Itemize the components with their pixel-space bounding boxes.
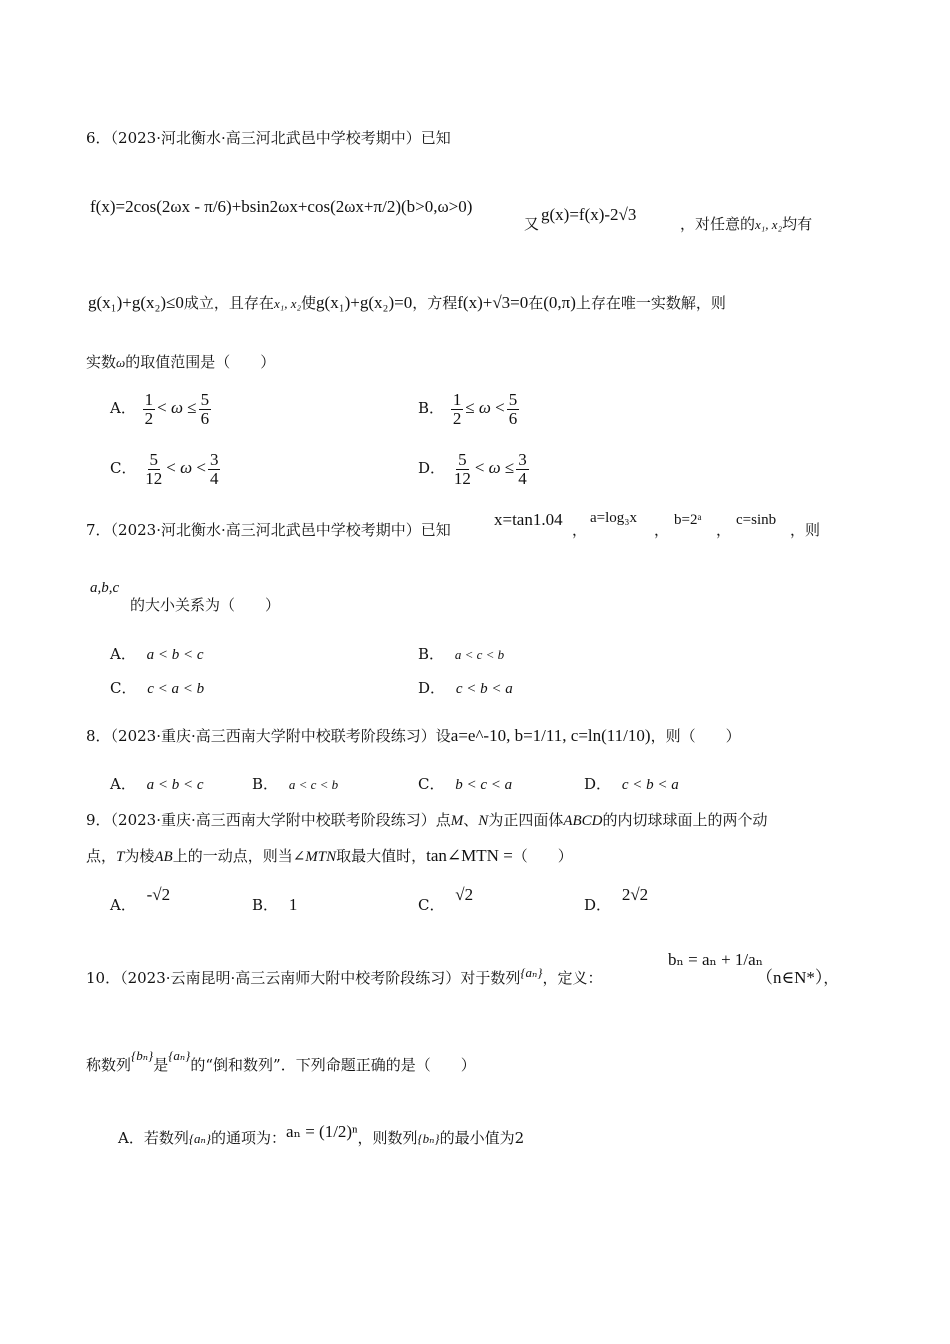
q10-domain xyxy=(756,968,838,988)
q9-option-b[interactable] xyxy=(252,895,297,915)
question-text: 称数列 xyxy=(86,1056,132,1074)
q6-eqn-expr: f(x)+√3=0 xyxy=(457,293,529,312)
q10-def: bₙ = aₙ + 1/aₙ xyxy=(668,950,764,969)
question-number: 7． xyxy=(86,521,111,539)
question-number: 8． xyxy=(86,727,111,745)
q10-seq: {aₙ} xyxy=(188,1131,212,1146)
q7-then: ，则 xyxy=(790,521,821,539)
q8-option-d[interactable] xyxy=(584,774,679,795)
option-value: a < c < b xyxy=(288,777,339,792)
question-text: 上的一动点，则当 xyxy=(172,847,293,865)
question-number: 9． xyxy=(86,811,111,829)
q9-line2 xyxy=(86,846,573,867)
q6-text: 又 xyxy=(524,215,540,233)
option-label: B． xyxy=(252,775,279,793)
option-text: 的通项为： xyxy=(211,1129,287,1147)
question-text: 、 xyxy=(463,811,479,829)
q9-option-d[interactable] xyxy=(584,885,649,915)
q9-var: AB xyxy=(154,849,173,865)
q6-interval: (0,π) xyxy=(543,293,576,312)
q10-seq: {bₙ} xyxy=(417,1131,440,1146)
question-text: 为正四面体 xyxy=(488,811,564,829)
q6-formula-g: g(x)=f(x)-2√3 xyxy=(541,205,637,224)
option-label: A． xyxy=(110,896,136,914)
q9-line1 xyxy=(86,810,768,831)
q9-angle: ∠MTN xyxy=(292,849,337,865)
q6-option-d[interactable]: D． $\frac{5}{12}$ < ω ≤ $\frac{3}{4}$ xyxy=(418,449,527,488)
question-text: 点， xyxy=(86,847,117,865)
question-text: 是 xyxy=(153,1056,169,1074)
q6-text-part: 使 xyxy=(301,294,317,312)
question-text: 取最大值时， xyxy=(336,847,427,865)
q7-comma: ， xyxy=(654,521,670,539)
q7-header xyxy=(86,520,451,540)
option-label: C． xyxy=(110,679,137,697)
question-source: （2023·河北衡水·高三河北武邑中学校考期中） xyxy=(110,521,421,539)
q6-text-part: ，方程 xyxy=(412,294,458,312)
question-source: （2023·云南昆明·高三云南师大附中校考阶段练习） xyxy=(120,969,461,987)
q7-relation: 的大小关系为（ ） xyxy=(130,596,281,614)
question-text: ，定义： xyxy=(542,969,603,987)
question-number: 6． xyxy=(86,129,111,147)
question-text: 为棱 xyxy=(124,847,155,865)
option-value: c < a < b xyxy=(147,681,205,697)
q6-text-part: 的取值范围是（ ） xyxy=(125,353,276,371)
q10-line1 xyxy=(86,965,603,989)
q7-c-def: c=sinb xyxy=(736,512,777,528)
option-value: b < c < a xyxy=(455,777,513,793)
option-value: a < c < b xyxy=(454,647,505,662)
q10-formula: aₙ = (1/2)ⁿ xyxy=(286,1122,358,1141)
q7-a-def: a=log₃x xyxy=(590,510,638,526)
q8-option-b[interactable] xyxy=(252,774,338,795)
q6-text-part: ，对任意的 xyxy=(680,215,756,233)
question-text: 设 xyxy=(435,727,451,745)
option-label: B． xyxy=(252,896,279,914)
option-label: A． xyxy=(118,1129,144,1147)
q6-option-b[interactable]: B． $\frac{1}{2}$ ≤ ω < $\frac{5}{6}$ xyxy=(418,389,518,428)
option-label: C． xyxy=(418,896,445,914)
q8-option-c[interactable] xyxy=(418,774,512,795)
q6-vars: x₁, x₂ xyxy=(755,217,783,232)
q9-option-a[interactable] xyxy=(110,885,171,915)
q6-option-c[interactable]: C． $\frac{5}{12}$ < ω < $\frac{3}{4}$ xyxy=(110,449,219,488)
option-label: D． xyxy=(418,679,446,697)
option-text: 若数列 xyxy=(143,1129,189,1147)
option-label: C． xyxy=(418,775,445,793)
question-text: 对于数列 xyxy=(460,969,521,987)
option-value: 1 xyxy=(288,895,298,914)
q6-ineq: g(x₁)+g(x₂)≤0 xyxy=(88,293,184,312)
q9-var: N xyxy=(478,813,489,829)
q6-text-part: 上存在唯一实数解，则 xyxy=(575,294,726,312)
q9-var: M xyxy=(450,813,464,829)
q6-line3 xyxy=(86,352,275,373)
q8-header xyxy=(86,726,741,746)
question-source: （2023·河北衡水·高三河北武邑中学校考期中） xyxy=(110,129,421,147)
q6-line2 xyxy=(88,293,726,314)
question-source: （2023·重庆·高三西南大学附中校联考阶段练习） xyxy=(110,727,436,745)
q9-option-c[interactable] xyxy=(418,885,474,915)
q6-eq: g(x₁)+g(x₂)=0 xyxy=(316,293,413,312)
question-number: 10． xyxy=(86,969,121,987)
q7-option-d[interactable] xyxy=(418,678,513,699)
question-text: 点 xyxy=(435,811,451,829)
option-label: C． xyxy=(110,459,137,477)
question-text: ， xyxy=(823,969,839,987)
option-value: a < b < c xyxy=(146,777,204,793)
q10-seq: {aₙ} xyxy=(168,1048,191,1063)
option-label: B． xyxy=(418,645,445,663)
q6-text-part: 实数 xyxy=(86,353,117,371)
question-text: 的内切球球面上的两个动 xyxy=(602,811,768,829)
q6-header xyxy=(86,128,451,148)
question-source: （2023·重庆·高三西南大学附中校联考阶段练习） xyxy=(110,811,436,829)
question-text: 已知 xyxy=(420,521,451,539)
option-label: D． xyxy=(584,775,612,793)
question-text: ，则（ ） xyxy=(650,727,741,745)
q6-text-part: 成立，且存在 xyxy=(183,294,274,312)
option-text: 的最小值为2 xyxy=(439,1129,525,1147)
q7-option-b[interactable] xyxy=(418,644,504,665)
q9-var: T xyxy=(116,849,125,865)
option-text: ，则数列 xyxy=(357,1129,418,1147)
q6-omega: ω xyxy=(116,355,126,370)
option-value: √2 xyxy=(455,885,474,904)
q6-formula-f: f(x)=2cos(2ωx - π/6)+bsin2ωx+cos(2ωx+π/2)(b>0,ω>0) xyxy=(90,197,473,216)
q10-domain-text: （n∈N*） xyxy=(756,968,824,987)
q7-abc: a,b,c xyxy=(90,580,120,596)
option-label: B． xyxy=(418,399,445,417)
q9-tan: tan∠MTN = xyxy=(426,846,513,865)
q7-comma: ， xyxy=(572,521,588,539)
q7-b-def: b=2ᵃ xyxy=(674,512,702,528)
q7-option-c[interactable] xyxy=(110,678,204,699)
question-text: 的“倒和数列”．下列命题正确的是（ ） xyxy=(190,1056,476,1074)
option-value: 2√2 xyxy=(621,885,649,904)
option-value: c < b < a xyxy=(455,681,513,697)
option-label: D． xyxy=(584,896,612,914)
q6-text xyxy=(680,214,812,235)
q10-line2 xyxy=(86,1048,476,1076)
option-value: a < b < c xyxy=(146,647,204,663)
q6-option-a[interactable]: A． $\frac{1}{2}$ < ω ≤ $\frac{5}{6}$ xyxy=(110,389,210,428)
q9-var: ABCD xyxy=(563,813,603,829)
option-label: A． xyxy=(110,645,136,663)
q10-seq: {aₙ} xyxy=(520,965,543,980)
q7-comma: ， xyxy=(716,521,732,539)
q10-option-a[interactable] xyxy=(118,1122,525,1149)
q6-text-part: 在 xyxy=(528,294,544,312)
q6-vars: x₁, x₂ xyxy=(273,296,302,311)
option-label: D． xyxy=(418,459,446,477)
q8-option-a[interactable] xyxy=(110,774,204,795)
q10-seq: {bₙ} xyxy=(131,1048,154,1063)
option-value: -√2 xyxy=(146,885,171,904)
q6-text-part: 均有 xyxy=(782,215,813,233)
q8-expr: a=e^-10, b=1/11, c=ln(11/10) xyxy=(450,726,651,745)
option-value: c < b < a xyxy=(621,777,679,793)
q7-x-def: x=tan1.04 xyxy=(494,510,563,529)
question-text: （ ） xyxy=(512,847,573,865)
option-label: A． xyxy=(110,775,136,793)
option-label: A． xyxy=(110,399,136,417)
question-text: 已知 xyxy=(420,129,451,147)
q7-option-a[interactable] xyxy=(110,644,204,665)
